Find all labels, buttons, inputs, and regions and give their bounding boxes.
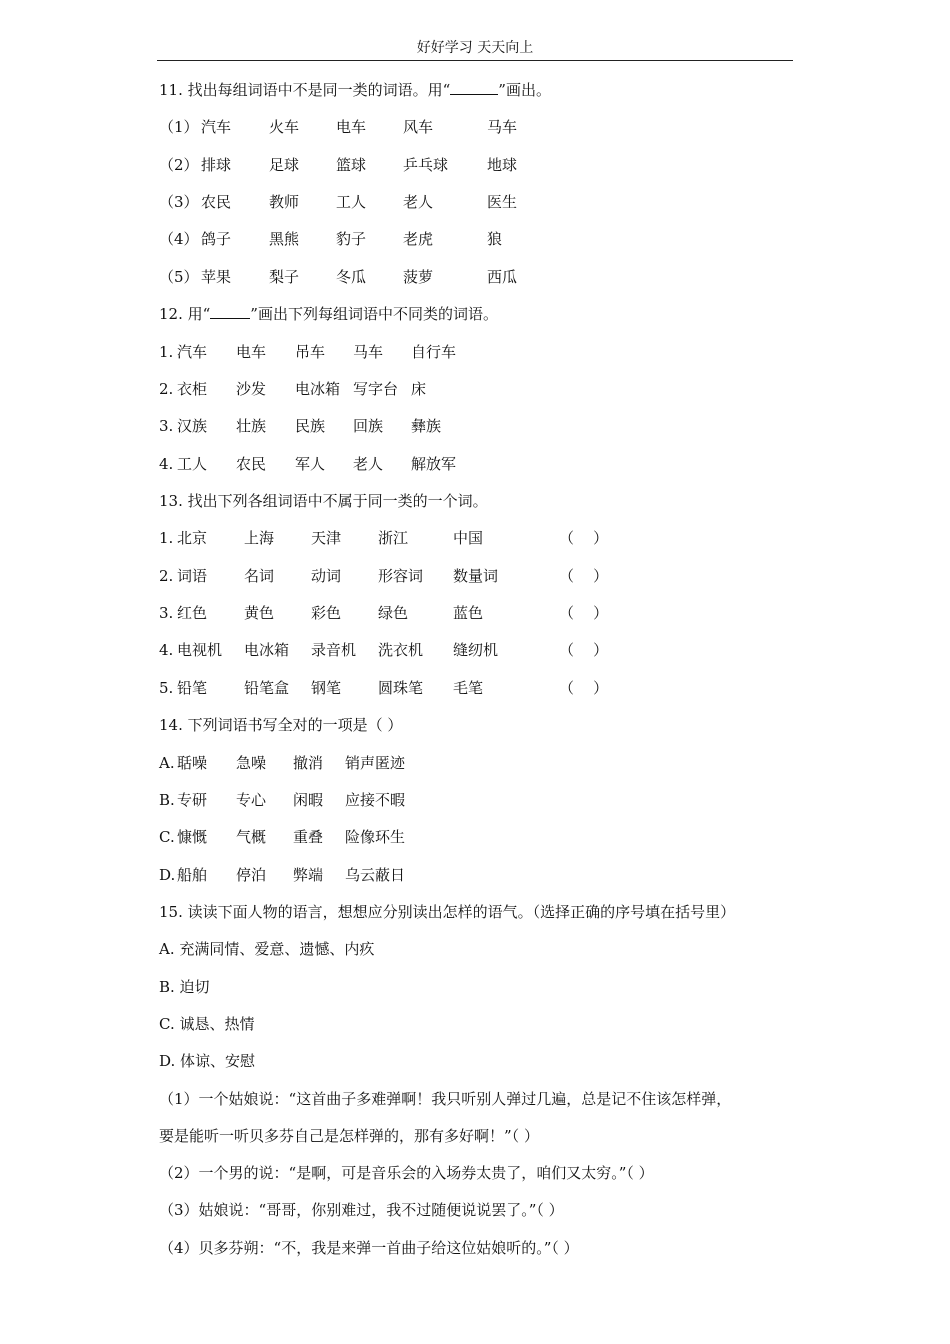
- word-item: 医生: [487, 193, 518, 211]
- word-item: 黑熊: [269, 230, 300, 248]
- row-label: 3.: [159, 604, 174, 622]
- word-item: 慷慨: [177, 828, 208, 846]
- row-label: 2.: [159, 380, 174, 398]
- row-label: 3.: [159, 417, 174, 435]
- row-label: 4.: [159, 641, 174, 659]
- answer-parentheses: （ ）: [559, 529, 609, 547]
- word-item: 汽车: [201, 118, 232, 136]
- row-label: （5）: [159, 268, 199, 286]
- word-item: 电车: [336, 118, 367, 136]
- word-item: 足球: [269, 156, 300, 174]
- word-item: 蓝色: [453, 604, 484, 622]
- word-item: 解放军: [411, 455, 457, 473]
- word-item: 老人: [353, 455, 384, 473]
- word-item: 弊端: [293, 866, 324, 884]
- answer-parentheses: （ ）: [559, 641, 609, 659]
- q15-item-1-continued: 要是能听一听贝多芬自己是怎样弹的，那有多好啊！”（ ）: [159, 1127, 539, 1145]
- q13-title: 13. 找出下列各组词语中不属于同一类的一个词。: [159, 492, 488, 510]
- word-item: 上海: [244, 529, 275, 547]
- word-item: 中国: [453, 529, 484, 547]
- word-item: 彝族: [411, 417, 442, 435]
- word-item: 农民: [201, 193, 232, 211]
- q12-title-prefix: 12. 用“: [159, 305, 211, 323]
- word-item: 动词: [311, 567, 342, 585]
- word-item: 缝纫机: [453, 641, 499, 659]
- word-item: 铅笔盒: [244, 679, 290, 697]
- word-item: 衣柜: [177, 380, 208, 398]
- word-item: 词语: [177, 567, 208, 585]
- word-item: 壮族: [236, 417, 267, 435]
- word-item: 汽车: [177, 343, 208, 361]
- word-item: 老虎: [403, 230, 434, 248]
- word-item: 地球: [487, 156, 518, 174]
- row-label: 1.: [159, 529, 174, 547]
- word-item: 停泊: [236, 866, 267, 884]
- word-item: 教师: [269, 193, 300, 211]
- answer-parentheses: （ ）: [559, 604, 609, 622]
- q15-title: 15. 读读下面人物的语言，想想应分别读出怎样的语气。（选择正确的序号填在括号里）: [159, 903, 736, 921]
- word-item: 苹果: [201, 268, 232, 286]
- word-item: 床: [411, 380, 427, 398]
- word-item: 红色: [177, 604, 208, 622]
- word-item: 电视机: [177, 641, 223, 659]
- word-item: 录音机: [311, 641, 357, 659]
- row-label: （3）: [159, 193, 199, 211]
- word-item: 风车: [403, 118, 434, 136]
- word-item: 钢笔: [311, 679, 342, 697]
- word-item: 汉族: [177, 417, 208, 435]
- underline-blank: [450, 81, 498, 95]
- q15-option-a: A. 充满同情、爱意、遗憾、内疚: [159, 940, 375, 958]
- word-item: 回族: [353, 417, 384, 435]
- answer-parentheses: （ ）: [559, 679, 609, 697]
- word-item: 火车: [269, 118, 300, 136]
- word-item: 豹子: [336, 230, 367, 248]
- word-item: 洗衣机: [378, 641, 424, 659]
- word-item: 电车: [236, 343, 267, 361]
- row-label: C.: [159, 828, 175, 846]
- answer-parentheses: （ ）: [559, 567, 609, 585]
- word-item: 鸽子: [201, 230, 232, 248]
- word-item: 自行车: [411, 343, 457, 361]
- word-item: 北京: [177, 529, 208, 547]
- word-item: 排球: [201, 156, 232, 174]
- word-item: 乒乓球: [403, 156, 449, 174]
- row-label: （4）: [159, 230, 199, 248]
- q12-title: [159, 304, 498, 324]
- word-item: 急噪: [236, 754, 267, 772]
- word-item: 马车: [353, 343, 384, 361]
- row-label: A.: [159, 754, 175, 772]
- word-item: 工人: [336, 193, 367, 211]
- word-item: 民族: [295, 417, 326, 435]
- word-item: 军人: [295, 455, 326, 473]
- word-item: 吊车: [295, 343, 326, 361]
- word-item: 数量词: [453, 567, 499, 585]
- underline-blank: [210, 305, 250, 319]
- q14-title: 14. 下列词语书写全对的一项是（ ）: [159, 716, 403, 734]
- word-item: 名词: [244, 567, 275, 585]
- word-item: 黄色: [244, 604, 275, 622]
- row-label: （2）: [159, 156, 199, 174]
- q15-item-4: （4）贝多芬朔：“不，我是来弹一首曲子给这位姑娘听的。”（ ）: [159, 1239, 579, 1257]
- q15-item-2: （2）一个男的说：“是啊，可是音乐会的入场券太贵了，咱们又太穷。”（ ）: [159, 1164, 654, 1182]
- q15-item-3: （3）姑娘说：“哥哥，你别难过，我不过随便说说罢了。”（ ）: [159, 1201, 564, 1219]
- word-item: 毛笔: [453, 679, 484, 697]
- word-item: 彩色: [311, 604, 342, 622]
- word-item: 马车: [487, 118, 518, 136]
- q11-title: [159, 80, 551, 100]
- page-header: 好好学习 天天向上: [416, 40, 534, 56]
- word-item: 菠萝: [403, 268, 434, 286]
- word-item: 销声匿迹: [345, 754, 406, 772]
- word-item: 乌云蔽日: [345, 866, 406, 884]
- word-item: 绿色: [378, 604, 409, 622]
- word-item: 沙发: [236, 380, 267, 398]
- word-item: 应接不暇: [345, 791, 406, 809]
- word-item: 电冰箱: [295, 380, 341, 398]
- word-item: 狼: [487, 230, 503, 248]
- word-item: 闲暇: [293, 791, 324, 809]
- word-item: 冬瓜: [336, 268, 367, 286]
- q12-title-suffix: ”画出下列每组词语中不同类的词语。: [250, 305, 498, 323]
- row-label: 4.: [159, 455, 174, 473]
- word-item: 专研: [177, 791, 208, 809]
- row-label: B.: [159, 791, 175, 809]
- word-item: 浙江: [378, 529, 409, 547]
- row-label: 2.: [159, 567, 174, 585]
- word-item: 西瓜: [487, 268, 518, 286]
- word-item: 农民: [236, 455, 267, 473]
- word-item: 形容词: [378, 567, 424, 585]
- row-label: （1）: [159, 118, 199, 136]
- word-item: 险像环生: [345, 828, 406, 846]
- q11-title-prefix: 11. 找出每组词语中不是同一类的词语。用“: [159, 81, 451, 99]
- word-item: 重叠: [293, 828, 324, 846]
- word-item: 气概: [236, 828, 267, 846]
- row-label: D.: [159, 866, 176, 884]
- word-item: 铅笔: [177, 679, 208, 697]
- word-item: 篮球: [336, 156, 367, 174]
- word-item: 老人: [403, 193, 434, 211]
- word-item: 天津: [311, 529, 342, 547]
- word-item: 电冰箱: [244, 641, 290, 659]
- word-item: 专心: [236, 791, 267, 809]
- word-item: 梨子: [269, 268, 300, 286]
- word-item: 聒噪: [177, 754, 208, 772]
- q15-item-1: （1）一个姑娘说：“这首曲子多难弹啊！我只听别人弹过几遍，总是记不住该怎样弹，: [159, 1090, 732, 1108]
- word-item: 工人: [177, 455, 208, 473]
- q15-option-c: C. 诚恳、热情: [159, 1015, 255, 1033]
- q15-option-b: B. 迫切: [159, 978, 210, 996]
- word-item: 船舶: [177, 866, 208, 884]
- word-item: 写字台: [353, 380, 399, 398]
- q11-title-suffix: ”画出。: [498, 81, 551, 99]
- header-divider: [157, 60, 793, 61]
- word-item: 圆珠笔: [378, 679, 424, 697]
- row-label: 5.: [159, 679, 174, 697]
- word-item: 撤消: [293, 754, 324, 772]
- row-label: 1.: [159, 343, 174, 361]
- q15-option-d: D. 体谅、安慰: [159, 1052, 256, 1070]
